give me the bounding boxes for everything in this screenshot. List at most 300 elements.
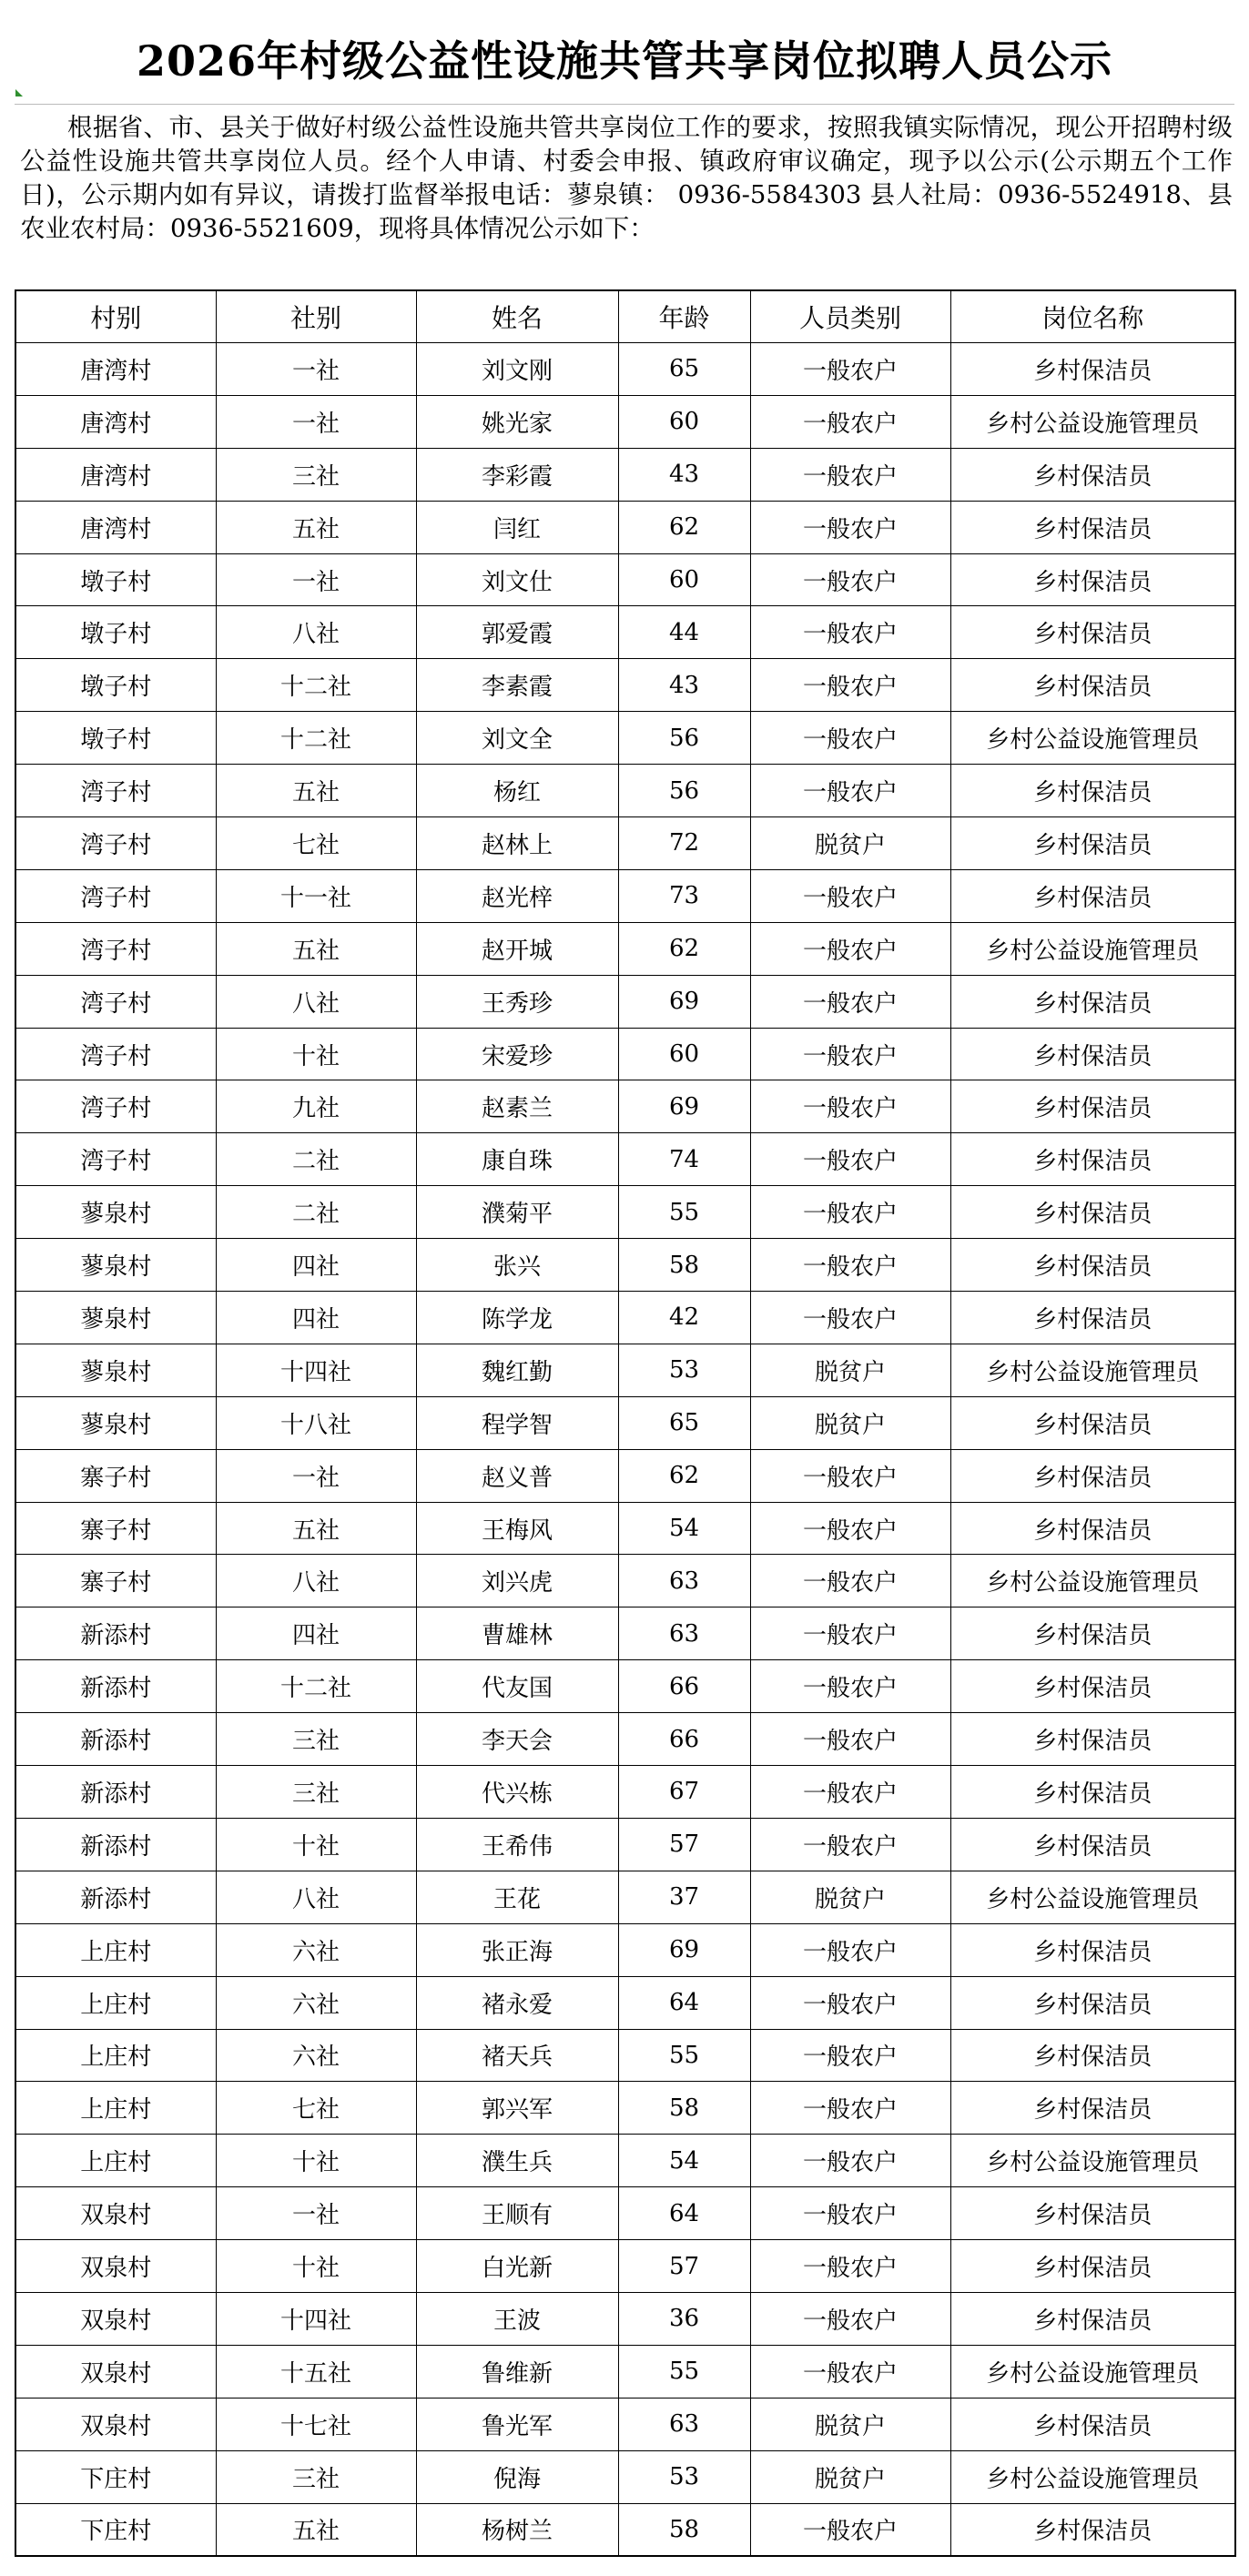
age-cell: 69 [618, 975, 750, 1028]
position-cell: 乡村保洁员 [950, 2029, 1235, 2082]
community-cell: 一社 [216, 343, 416, 396]
category-cell: 一般农户 [750, 869, 950, 922]
community-cell: 十社 [216, 2135, 416, 2187]
name-cell: 李素霞 [416, 659, 618, 712]
category-cell: 脱贫户 [750, 1871, 950, 1923]
table-row [15, 1239, 1235, 1292]
community-cell: 八社 [216, 975, 416, 1028]
position-cell: 乡村保洁员 [950, 869, 1235, 922]
age-cell: 56 [618, 712, 750, 765]
name-cell: 张兴 [416, 1239, 618, 1292]
village-cell: 湾子村 [15, 765, 216, 817]
header-community: 社别 [216, 290, 416, 343]
name-cell: 杨树兰 [416, 2503, 618, 2556]
village-cell: 蓼泉村 [15, 1396, 216, 1449]
name-cell: 刘文仕 [416, 553, 618, 606]
category-cell: 一般农户 [750, 2082, 950, 2135]
table-body [15, 343, 1235, 2557]
table-row [15, 712, 1235, 765]
category-cell: 一般农户 [750, 606, 950, 659]
village-cell: 寨子村 [15, 1502, 216, 1555]
table-row [15, 765, 1235, 817]
community-cell: 五社 [216, 765, 416, 817]
community-cell: 十四社 [216, 2292, 416, 2345]
village-cell: 唐湾村 [15, 501, 216, 553]
community-cell: 十一社 [216, 869, 416, 922]
name-cell: 倪海 [416, 2450, 618, 2503]
name-cell: 王秀珍 [416, 975, 618, 1028]
table-row [15, 869, 1235, 922]
name-cell: 刘兴虎 [416, 1555, 618, 1607]
age-cell: 74 [618, 1133, 750, 1186]
village-cell: 上庄村 [15, 1923, 216, 1976]
table-row [15, 1028, 1235, 1080]
position-cell: 乡村保洁员 [950, 2240, 1235, 2293]
community-cell: 三社 [216, 2450, 416, 2503]
position-cell: 乡村公益设施管理员 [950, 2450, 1235, 2503]
community-cell: 六社 [216, 1976, 416, 2029]
community-cell: 四社 [216, 1292, 416, 1344]
table-row [15, 395, 1235, 448]
age-cell: 66 [618, 1660, 750, 1713]
category-cell: 一般农户 [750, 1555, 950, 1607]
personnel-table [15, 289, 1236, 2557]
position-cell: 乡村保洁员 [950, 1396, 1235, 1449]
category-cell: 一般农户 [750, 2029, 950, 2082]
community-cell: 十七社 [216, 2398, 416, 2450]
community-cell: 十二社 [216, 659, 416, 712]
position-cell: 乡村保洁员 [950, 1660, 1235, 1713]
name-cell: 赵开城 [416, 922, 618, 975]
age-cell: 63 [618, 2398, 750, 2450]
category-cell: 一般农户 [750, 1976, 950, 2029]
age-cell: 66 [618, 1713, 750, 1766]
age-cell: 44 [618, 606, 750, 659]
age-cell: 62 [618, 1449, 750, 1502]
village-cell: 上庄村 [15, 1976, 216, 2029]
table-row [15, 553, 1235, 606]
position-cell: 乡村公益设施管理员 [950, 712, 1235, 765]
table-row [15, 1555, 1235, 1607]
category-cell: 脱贫户 [750, 2398, 950, 2450]
table-row [15, 2398, 1235, 2450]
age-cell: 58 [618, 2082, 750, 2135]
name-cell: 赵义普 [416, 1449, 618, 1502]
category-cell: 一般农户 [750, 1502, 950, 1555]
category-cell: 脱贫户 [750, 817, 950, 870]
age-cell: 43 [618, 448, 750, 501]
community-cell: 七社 [216, 2082, 416, 2135]
table-row [15, 1923, 1235, 1976]
table-header-row [15, 290, 1235, 343]
table-row [15, 2029, 1235, 2082]
age-cell: 53 [618, 1344, 750, 1396]
community-cell: 六社 [216, 2029, 416, 2082]
village-cell: 新添村 [15, 1818, 216, 1871]
name-cell: 杨红 [416, 765, 618, 817]
name-cell: 濮菊平 [416, 1186, 618, 1239]
name-cell: 濮生兵 [416, 2135, 618, 2187]
category-cell: 一般农户 [750, 1449, 950, 1502]
age-cell: 56 [618, 765, 750, 817]
name-cell: 姚光家 [416, 395, 618, 448]
header-position: 岗位名称 [950, 290, 1235, 343]
category-cell: 一般农户 [750, 1239, 950, 1292]
position-cell: 乡村保洁员 [950, 2292, 1235, 2345]
age-cell: 60 [618, 1028, 750, 1080]
table-row [15, 2240, 1235, 2293]
category-cell: 一般农户 [750, 501, 950, 553]
community-cell: 十五社 [216, 2345, 416, 2398]
table-row [15, 1976, 1235, 2029]
name-cell: 王梅风 [416, 1502, 618, 1555]
age-cell: 67 [618, 1766, 750, 1819]
name-cell: 赵光梓 [416, 869, 618, 922]
name-cell: 魏红勤 [416, 1344, 618, 1396]
category-cell: 一般农户 [750, 553, 950, 606]
age-cell: 73 [618, 869, 750, 922]
village-cell: 湾子村 [15, 1133, 216, 1186]
category-cell: 一般农户 [750, 975, 950, 1028]
header-name: 姓名 [416, 290, 618, 343]
table-row [15, 922, 1235, 975]
village-cell: 湾子村 [15, 975, 216, 1028]
table-row [15, 1344, 1235, 1396]
position-cell: 乡村保洁员 [950, 553, 1235, 606]
category-cell: 一般农户 [750, 712, 950, 765]
community-cell: 一社 [216, 553, 416, 606]
name-cell: 康自珠 [416, 1133, 618, 1186]
category-cell: 脱贫户 [750, 1344, 950, 1396]
name-cell: 鲁光军 [416, 2398, 618, 2450]
village-cell: 蓼泉村 [15, 1292, 216, 1344]
table-row [15, 1502, 1235, 1555]
name-cell: 王希伟 [416, 1818, 618, 1871]
table-row [15, 1766, 1235, 1819]
category-cell: 一般农户 [750, 1713, 950, 1766]
position-cell: 乡村保洁员 [950, 501, 1235, 553]
village-cell: 上庄村 [15, 2029, 216, 2082]
position-cell: 乡村公益设施管理员 [950, 2345, 1235, 2398]
category-cell: 一般农户 [750, 448, 950, 501]
name-cell: 赵素兰 [416, 1080, 618, 1133]
table-row [15, 975, 1235, 1028]
name-cell: 程学智 [416, 1396, 618, 1449]
name-cell: 刘文全 [416, 712, 618, 765]
community-cell: 七社 [216, 817, 416, 870]
community-cell: 十八社 [216, 1396, 416, 1449]
name-cell: 李彩霞 [416, 448, 618, 501]
category-cell: 脱贫户 [750, 2450, 950, 2503]
age-cell: 55 [618, 2345, 750, 2398]
notice-paragraph: 根据省、市、县关于做好村级公益性设施共管共享岗位工作的要求，按照我镇实际情况，现公开招聘村级公益性设施共管共享岗位人员。经个人申请、村委会申报、镇政府审议确定，现予以公示(公示期五个工作日)，公示期内如有异议，请拨打监督举报电话：蓼泉镇： 0936-5584303 县人社局：0936-5524918、县农业农村局：0936-5521609，现将具体情况公示如下： [20, 113, 1233, 243]
position-cell: 乡村保洁员 [950, 1239, 1235, 1292]
age-cell: 55 [618, 2029, 750, 2082]
position-cell: 乡村保洁员 [950, 1449, 1235, 1502]
table-row [15, 1396, 1235, 1449]
community-cell: 九社 [216, 1080, 416, 1133]
community-cell: 二社 [216, 1133, 416, 1186]
name-cell: 王顺有 [416, 2187, 618, 2240]
position-cell: 乡村保洁员 [950, 448, 1235, 501]
category-cell: 脱贫户 [750, 1396, 950, 1449]
category-cell: 一般农户 [750, 922, 950, 975]
age-cell: 36 [618, 2292, 750, 2345]
position-cell: 乡村公益设施管理员 [950, 1344, 1235, 1396]
age-cell: 69 [618, 1080, 750, 1133]
category-cell: 一般农户 [750, 1028, 950, 1080]
community-cell: 十社 [216, 1028, 416, 1080]
position-cell: 乡村保洁员 [950, 975, 1235, 1028]
table-row [15, 2187, 1235, 2240]
village-cell: 双泉村 [15, 2240, 216, 2293]
community-cell: 四社 [216, 1239, 416, 1292]
community-cell: 十社 [216, 2240, 416, 2293]
age-cell: 53 [618, 2450, 750, 2503]
position-cell: 乡村公益设施管理员 [950, 395, 1235, 448]
village-cell: 下庄村 [15, 2503, 216, 2556]
community-cell: 五社 [216, 2503, 416, 2556]
position-cell: 乡村保洁员 [950, 2082, 1235, 2135]
village-cell: 湾子村 [15, 1080, 216, 1133]
category-cell: 一般农户 [750, 1766, 950, 1819]
category-cell: 一般农户 [750, 395, 950, 448]
category-cell: 一般农户 [750, 2503, 950, 2556]
category-cell: 一般农户 [750, 1186, 950, 1239]
name-cell: 褚永爱 [416, 1976, 618, 2029]
position-cell: 乡村保洁员 [950, 1766, 1235, 1819]
category-cell: 一般农户 [750, 1292, 950, 1344]
position-cell: 乡村保洁员 [950, 659, 1235, 712]
age-cell: 65 [618, 1396, 750, 1449]
position-cell: 乡村保洁员 [950, 1607, 1235, 1660]
position-cell: 乡村保洁员 [950, 1292, 1235, 1344]
name-cell: 刘文刚 [416, 343, 618, 396]
position-cell: 乡村保洁员 [950, 765, 1235, 817]
table-row [15, 1607, 1235, 1660]
table-row [15, 1292, 1235, 1344]
community-cell: 四社 [216, 1607, 416, 1660]
category-cell: 一般农户 [750, 1923, 950, 1976]
age-cell: 57 [618, 2240, 750, 2293]
category-cell: 一般农户 [750, 1080, 950, 1133]
position-cell: 乡村保洁员 [950, 1502, 1235, 1555]
community-cell: 八社 [216, 606, 416, 659]
position-cell: 乡村保洁员 [950, 2503, 1235, 2556]
table-row [15, 1871, 1235, 1923]
age-cell: 60 [618, 395, 750, 448]
position-cell: 乡村公益设施管理员 [950, 922, 1235, 975]
community-cell: 八社 [216, 1555, 416, 1607]
table-row [15, 2345, 1235, 2398]
table-row [15, 1080, 1235, 1133]
village-cell: 唐湾村 [15, 395, 216, 448]
name-cell: 王波 [416, 2292, 618, 2345]
village-cell: 双泉村 [15, 2398, 216, 2450]
village-cell: 墩子村 [15, 606, 216, 659]
header-category: 人员类别 [750, 290, 950, 343]
name-cell: 曹雄林 [416, 1607, 618, 1660]
community-cell: 一社 [216, 2187, 416, 2240]
position-cell: 乡村保洁员 [950, 1186, 1235, 1239]
table-row [15, 817, 1235, 870]
community-cell: 三社 [216, 1713, 416, 1766]
category-cell: 一般农户 [750, 343, 950, 396]
category-cell: 一般农户 [750, 2135, 950, 2187]
name-cell: 赵林上 [416, 817, 618, 870]
category-cell: 一般农户 [750, 2187, 950, 2240]
village-cell: 唐湾村 [15, 448, 216, 501]
position-cell: 乡村保洁员 [950, 2398, 1235, 2450]
village-cell: 寨子村 [15, 1555, 216, 1607]
village-cell: 新添村 [15, 1660, 216, 1713]
age-cell: 42 [618, 1292, 750, 1344]
category-cell: 一般农户 [750, 2345, 950, 2398]
name-cell: 代友国 [416, 1660, 618, 1713]
age-cell: 72 [618, 817, 750, 870]
table-row [15, 1713, 1235, 1766]
position-cell: 乡村保洁员 [950, 2187, 1235, 2240]
village-cell: 湾子村 [15, 869, 216, 922]
category-cell: 一般农户 [750, 2292, 950, 2345]
position-cell: 乡村保洁员 [950, 1976, 1235, 2029]
category-cell: 一般农户 [750, 1660, 950, 1713]
village-cell: 湾子村 [15, 1028, 216, 1080]
category-cell: 一般农户 [750, 765, 950, 817]
header-age: 年龄 [618, 290, 750, 343]
name-cell: 李天会 [416, 1713, 618, 1766]
age-cell: 64 [618, 1976, 750, 2029]
community-cell: 十二社 [216, 1660, 416, 1713]
page-title: 2026年村级公益性设施共管共享岗位拟聘人员公示 [15, 13, 1234, 105]
category-cell: 一般农户 [750, 1818, 950, 1871]
table-row [15, 1133, 1235, 1186]
village-cell: 新添村 [15, 1766, 216, 1819]
header-village: 村别 [15, 290, 216, 343]
community-cell: 十四社 [216, 1344, 416, 1396]
age-cell: 54 [618, 1502, 750, 1555]
community-cell: 五社 [216, 922, 416, 975]
community-cell: 一社 [216, 395, 416, 448]
village-cell: 墩子村 [15, 659, 216, 712]
village-cell: 新添村 [15, 1713, 216, 1766]
community-cell: 五社 [216, 1502, 416, 1555]
age-cell: 58 [618, 1239, 750, 1292]
village-cell: 湾子村 [15, 922, 216, 975]
name-cell: 张正海 [416, 1923, 618, 1976]
position-cell: 乡村公益设施管理员 [950, 1871, 1235, 1923]
age-cell: 54 [618, 2135, 750, 2187]
table-row [15, 2503, 1235, 2556]
position-cell: 乡村保洁员 [950, 817, 1235, 870]
age-cell: 64 [618, 2187, 750, 2240]
village-cell: 蓼泉村 [15, 1239, 216, 1292]
cell-corner-marker [15, 89, 23, 96]
name-cell: 代兴栋 [416, 1766, 618, 1819]
position-cell: 乡村保洁员 [950, 1713, 1235, 1766]
community-cell: 五社 [216, 501, 416, 553]
name-cell: 闫红 [416, 501, 618, 553]
position-cell: 乡村保洁员 [950, 1923, 1235, 1976]
table-row [15, 343, 1235, 396]
table-row [15, 1818, 1235, 1871]
table-row [15, 501, 1235, 553]
age-cell: 55 [618, 1186, 750, 1239]
village-cell: 新添村 [15, 1871, 216, 1923]
village-cell: 墩子村 [15, 712, 216, 765]
village-cell: 上庄村 [15, 2082, 216, 2135]
village-cell: 新添村 [15, 1607, 216, 1660]
table-row [15, 1660, 1235, 1713]
position-cell: 乡村公益设施管理员 [950, 1555, 1235, 1607]
age-cell: 62 [618, 922, 750, 975]
village-cell: 双泉村 [15, 2292, 216, 2345]
name-cell: 郭爱霞 [416, 606, 618, 659]
name-cell: 王花 [416, 1871, 618, 1923]
community-cell: 三社 [216, 1766, 416, 1819]
age-cell: 65 [618, 343, 750, 396]
table-row [15, 2082, 1235, 2135]
community-cell: 一社 [216, 1449, 416, 1502]
name-cell: 宋爱珍 [416, 1028, 618, 1080]
age-cell: 60 [618, 553, 750, 606]
community-cell: 三社 [216, 448, 416, 501]
village-cell: 蓼泉村 [15, 1344, 216, 1396]
village-cell: 下庄村 [15, 2450, 216, 2503]
position-cell: 乡村保洁员 [950, 1080, 1235, 1133]
village-cell: 蓼泉村 [15, 1186, 216, 1239]
community-cell: 八社 [216, 1871, 416, 1923]
category-cell: 一般农户 [750, 1133, 950, 1186]
table-row [15, 1186, 1235, 1239]
village-cell: 双泉村 [15, 2345, 216, 2398]
name-cell: 鲁维新 [416, 2345, 618, 2398]
table-row [15, 659, 1235, 712]
village-cell: 寨子村 [15, 1449, 216, 1502]
table-row [15, 1449, 1235, 1502]
name-cell: 陈学龙 [416, 1292, 618, 1344]
table-row [15, 2292, 1235, 2345]
category-cell: 一般农户 [750, 1607, 950, 1660]
table-row [15, 448, 1235, 501]
community-cell: 二社 [216, 1186, 416, 1239]
category-cell: 一般农户 [750, 2240, 950, 2293]
table-row [15, 606, 1235, 659]
village-cell: 墩子村 [15, 553, 216, 606]
community-cell: 十社 [216, 1818, 416, 1871]
age-cell: 43 [618, 659, 750, 712]
position-cell: 乡村保洁员 [950, 1133, 1235, 1186]
age-cell: 62 [618, 501, 750, 553]
name-cell: 郭兴军 [416, 2082, 618, 2135]
position-cell: 乡村保洁员 [950, 606, 1235, 659]
village-cell: 唐湾村 [15, 343, 216, 396]
position-cell: 乡村保洁员 [950, 1818, 1235, 1871]
category-cell: 一般农户 [750, 659, 950, 712]
age-cell: 69 [618, 1923, 750, 1976]
position-cell: 乡村保洁员 [950, 343, 1235, 396]
table-row [15, 2135, 1235, 2187]
age-cell: 57 [618, 1818, 750, 1871]
name-cell: 褚天兵 [416, 2029, 618, 2082]
age-cell: 63 [618, 1555, 750, 1607]
village-cell: 湾子村 [15, 817, 216, 870]
name-cell: 白光新 [416, 2240, 618, 2293]
position-cell: 乡村保洁员 [950, 1028, 1235, 1080]
age-cell: 63 [618, 1607, 750, 1660]
age-cell: 58 [618, 2503, 750, 2556]
age-cell: 37 [618, 1871, 750, 1923]
